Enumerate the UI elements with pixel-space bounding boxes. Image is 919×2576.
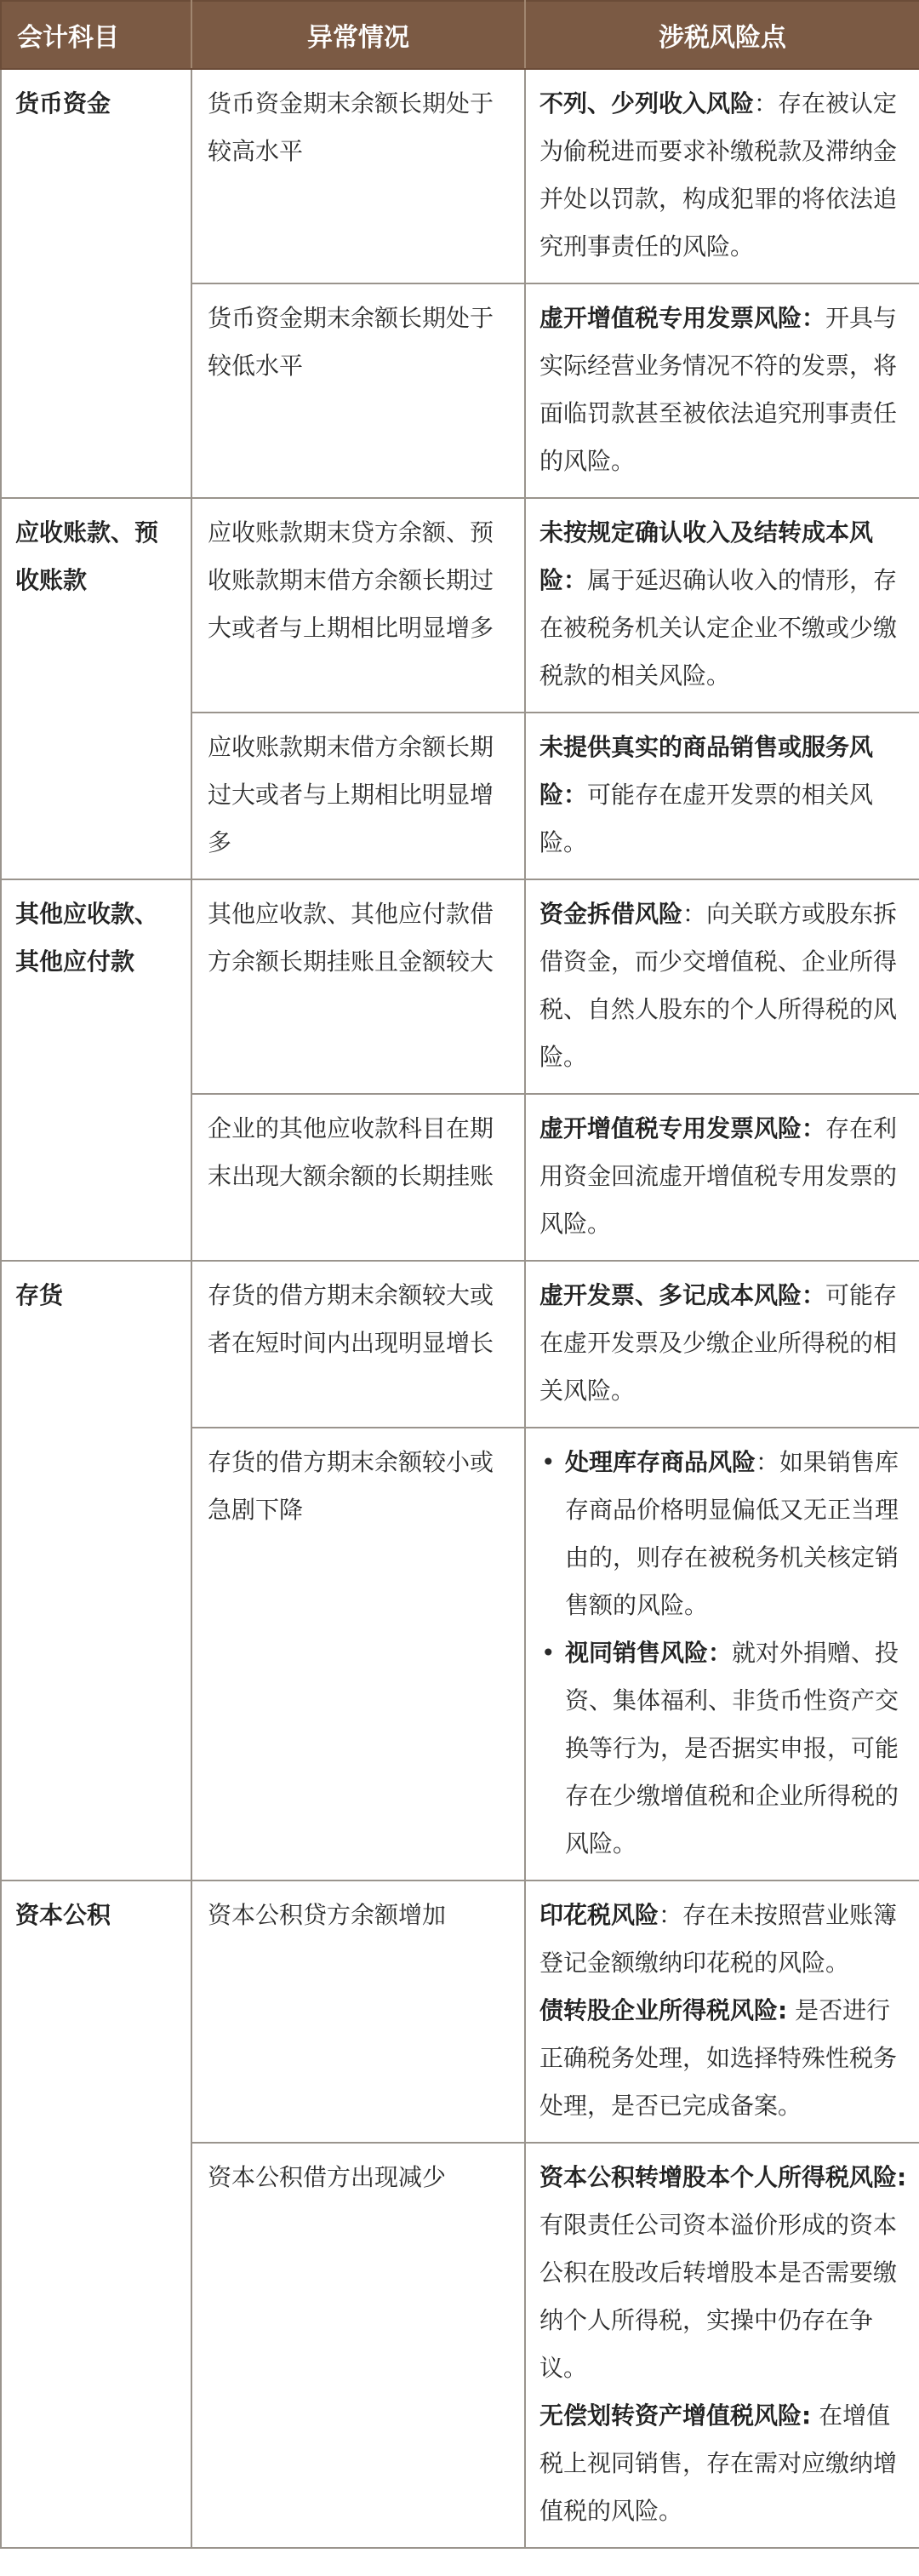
risk-title: 视同销售风险： [565, 1639, 733, 1667]
condition-cell: 存货的借方期末余额较小或急剧下降 [191, 1428, 525, 1880]
risk-paragraph [539, 1892, 907, 1987]
risk-title: 不列、少列收入风险 [539, 89, 755, 117]
risk-cell [525, 879, 919, 1094]
risk-bullet-list [539, 1439, 907, 1868]
condition-cell: 资本公积借方出现减少 [191, 2143, 525, 2548]
subject-cell: 其他应收款、其他应付款 [1, 879, 191, 1261]
risk-title: 印花税风险 [539, 1901, 659, 1929]
condition-cell: 其他应收款、其他应付款借方余额长期挂账且金额较大 [191, 879, 525, 1094]
risk-text: ：存在未按照营业账簿登记金额缴纳印花税的风险。 [539, 1901, 898, 1977]
table-row [1, 498, 919, 713]
list-item [565, 1439, 907, 1629]
risk-title: 未按规定确认收入及结转成本风险： [539, 518, 874, 594]
risk-text: 存在利用资金回流虚开增值税专用发票的风险。 [539, 1114, 898, 1238]
condition-cell: 货币资金期末余额长期处于较高水平 [191, 69, 525, 283]
subject-cell: 资本公积 [1, 1880, 191, 2548]
risk-title: 资金拆借风险 [539, 900, 683, 928]
risk-paragraph [539, 2392, 907, 2535]
risk-cell [525, 498, 919, 713]
condition-cell: 资本公积贷方余额增加 [191, 1880, 525, 2143]
risk-cell [525, 713, 919, 879]
header-subject: 会计科目 [1, 1, 191, 69]
table-row [1, 1261, 919, 1428]
header-condition: 异常情况 [191, 1, 525, 69]
risk-text: 开具与实际经营业务情况不符的发票，将面临罚款甚至被依法追究刑事责任的风险。 [539, 304, 898, 475]
risk-title: 未提供真实的商品销售或服务风险： [539, 733, 874, 809]
subject-cell: 应收账款、预收账款 [1, 498, 191, 879]
table-row [1, 69, 919, 283]
subject-cell: 存货 [1, 1261, 191, 1880]
risk-text: 属于延迟确认收入的情形，存在被税务机关认定企业不缴或少缴税款的相关风险。 [539, 566, 898, 690]
risk-cell [525, 1261, 919, 1428]
risk-paragraph [539, 2154, 907, 2392]
risk-text: ：如果销售库存商品价格明显偏低又无正当理由的，则存在被税务机关核定销售额的风险。 [565, 1448, 899, 1619]
risk-title: 处理库存商品风险 [565, 1448, 756, 1476]
table-row [1, 1880, 919, 2143]
risk-cell [525, 1094, 919, 1261]
header-risk: 涉税风险点 [525, 1, 919, 69]
risk-cell [525, 1428, 919, 1880]
condition-cell: 企业的其他应收款科目在期末出现大额余额的长期挂账 [191, 1094, 525, 1261]
subject-cell: 货币资金 [1, 69, 191, 498]
condition-cell: 货币资金期末余额长期处于较低水平 [191, 283, 525, 498]
risk-text: ：存在被认定为偷税进而要求补缴税款及滞纳金并处以罚款，构成犯罪的将依法追究刑事责任的风险。 [539, 89, 898, 260]
risk-title: 债转股企业所得税风险: [539, 1996, 788, 2024]
risk-text: 有限责任公司资本溢价形成的资本公积在股改后转增股本是否需要缴纳个人所得税，实操中仍存在争议。 [539, 2211, 898, 2382]
condition-cell: 应收账款期末贷方余额、预收账款期末借方余额长期过大或者与上期相比明显增多 [191, 498, 525, 713]
list-item [565, 1629, 907, 1868]
condition-cell: 存货的借方期末余额较大或者在短时间内出现明显增长 [191, 1261, 525, 1428]
table-row [1, 879, 919, 1094]
condition-cell: 应收账款期末借方余额长期过大或者与上期相比明显增多 [191, 713, 525, 879]
risk-cell [525, 1880, 919, 2143]
risk-title: 无偿划转资产增值税风险: [539, 2401, 812, 2430]
header-row [1, 1, 919, 69]
risk-title: 虚开增值税专用发票风险： [539, 304, 826, 332]
risk-paragraph [539, 1987, 907, 2130]
risk-title: 虚开发票、多记成本风险： [539, 1281, 826, 1309]
risk-title: 虚开增值税专用发票风险： [539, 1114, 826, 1142]
risk-text: 是否进行正确税务处理，如选择特殊性税务处理，是否已完成备案。 [539, 1996, 898, 2120]
risk-title: 资本公积转增股本个人所得税风险: [539, 2163, 907, 2191]
risk-text: 就对外捐赠、投资、集体福利、非货币性资产交换等行为，是否据实申报，可能存在少缴增值税和企业所得税的风险。 [565, 1639, 899, 1858]
risk-text: 可能存在虚开发票的相关风险。 [539, 781, 874, 856]
risk-cell [525, 283, 919, 498]
risk-text: 可能存在虚开发票及少缴企业所得税的相关风险。 [539, 1281, 898, 1405]
risk-text: ：向关联方或股东拆借资金，而少交增值税、企业所得税、自然人股东的个人所得税的风险。 [539, 900, 898, 1071]
risk-cell [525, 69, 919, 283]
risk-text: 在增值税上视同销售，存在需对应缴纳增值税的风险。 [539, 2401, 898, 2525]
risk-cell [525, 2143, 919, 2548]
